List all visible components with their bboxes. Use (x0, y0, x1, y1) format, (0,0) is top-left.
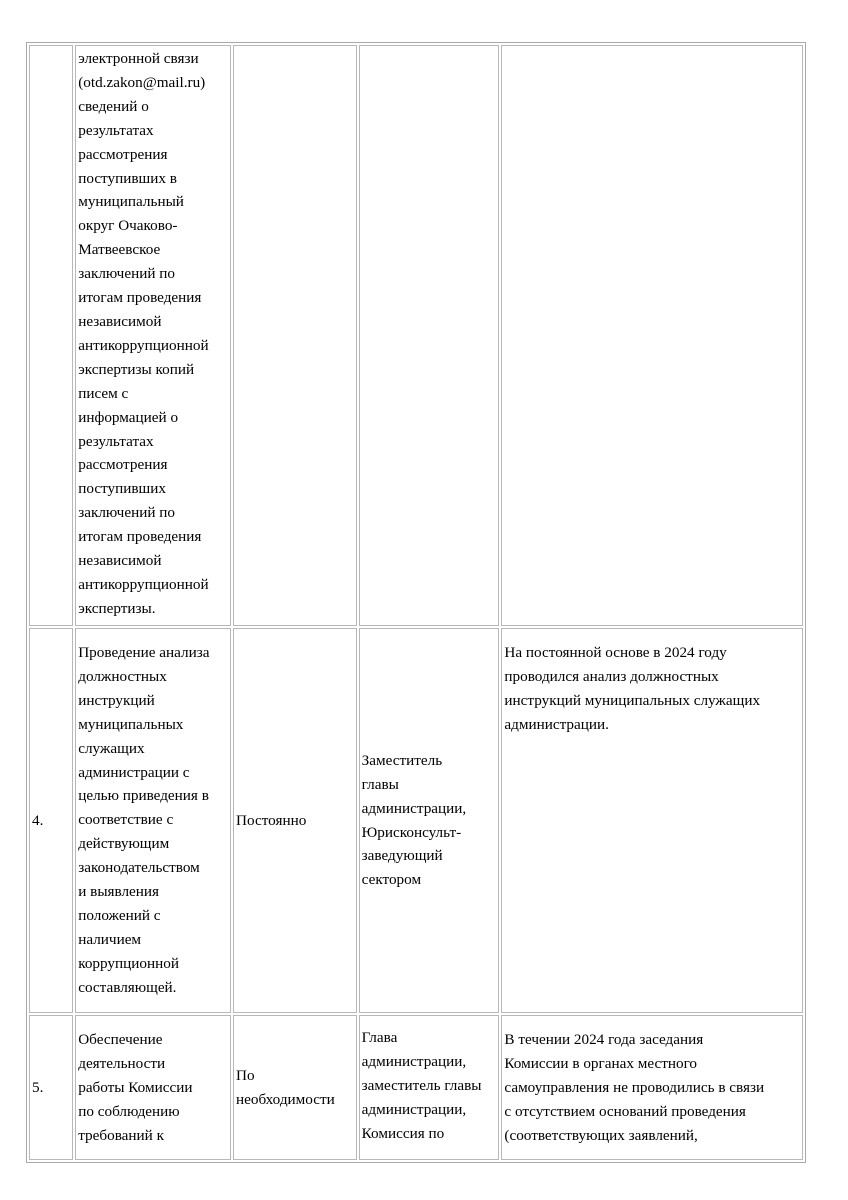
row-number-cell: 4. (29, 628, 73, 1013)
activity-cell: Проведение анализа должностных инструкций муниципальных служащих администрации с целью приведения в соответствие с действующим законодательством и выявления положений с наличием коррупционной составляющей. (75, 628, 231, 1013)
responsible-cell: Глава администрации, заместитель главы администрации, Комиссия по (359, 1015, 500, 1160)
table-row (29, 1015, 803, 1160)
table-row (29, 45, 803, 626)
activity-cell: электронной связи (otd.zakon@mail.ru) сведений о результатах рассмотрения поступивших в муниципальный округ Очаково- Матвеевское заключений по итогам проведения независимой антикоррупционной экспертизы копий писем с информацией о результатах рассмотрения поступивших заключений по итогам проведения независимой антикоррупционной экспертизы. (75, 45, 231, 626)
term-cell: По необходимости (233, 1015, 357, 1160)
anticorruption-plan-table (26, 42, 806, 1163)
row-number-cell: 5. (29, 1015, 73, 1160)
result-cell: В течении 2024 года заседания Комиссии в органах местного самоуправления не проводились в связи с отсутствием оснований проведения (соответствующих заявлений, (501, 1015, 803, 1160)
result-cell: На постоянной основе в 2024 году проводился анализ должностных инструкций муниципальных служащих администрации. (501, 628, 803, 1013)
term-cell: Постоянно (233, 628, 357, 1013)
activity-cell: Обеспечение деятельности работы Комиссии по соблюдению требований к (75, 1015, 231, 1160)
responsible-cell (359, 45, 500, 626)
row-number-cell (29, 45, 73, 626)
table-row (29, 628, 803, 1013)
responsible-cell: Заместитель главы администрации, Юрисконсульт- заведующий сектором (359, 628, 500, 1013)
term-cell (233, 45, 357, 626)
result-cell (501, 45, 803, 626)
